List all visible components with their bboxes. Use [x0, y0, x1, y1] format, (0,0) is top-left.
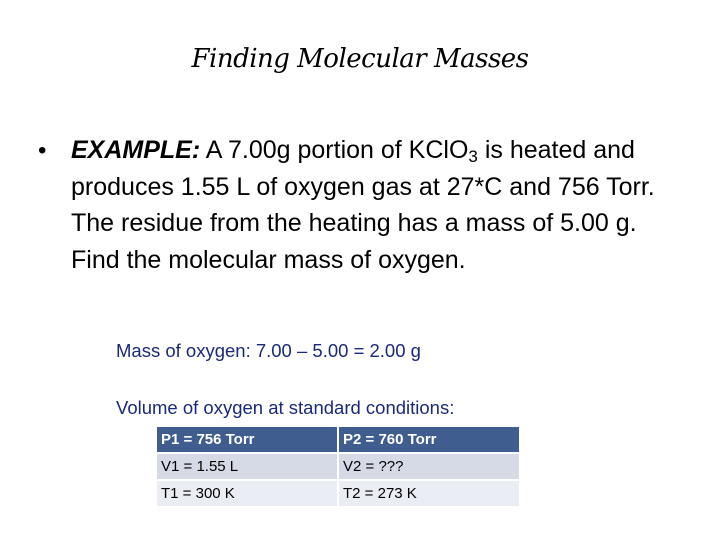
table-row [157, 454, 519, 479]
table-row [157, 481, 519, 506]
example-text-2: is heated and produces 1.55 L of oxygen gas at 27*C and 756 Torr. The residue from the heating has a mass of 5.00 g. Find the molecular mass of oxygen. [71, 136, 655, 274]
gas-conditions-table [155, 425, 521, 508]
table-cell-p1: P1 = 756 Torr [157, 427, 337, 452]
table-cell-t1: T1 = 300 K [157, 481, 337, 506]
bullet-marker: • [38, 137, 47, 164]
mass-of-oxygen-line: Mass of oxygen: 7.00 – 5.00 = 2.00 g [116, 340, 421, 361]
slide-title: Finding Molecular Masses [191, 44, 529, 74]
example-label: EXAMPLE: [71, 136, 201, 164]
table-cell-t2: T2 = 273 K [339, 481, 519, 506]
table-row [157, 427, 519, 452]
table-cell-v1: V1 = 1.55 L [157, 454, 337, 479]
table-cell-p2: P2 = 760 Torr [339, 427, 519, 452]
example-text-1: A 7.00g portion of KClO [200, 136, 469, 164]
example-paragraph [71, 132, 671, 278]
volume-conditions-line: Volume of oxygen at standard conditions: [116, 397, 455, 418]
table-cell-v2: V2 = ??? [339, 454, 519, 479]
subscript-3: 3 [468, 147, 478, 166]
